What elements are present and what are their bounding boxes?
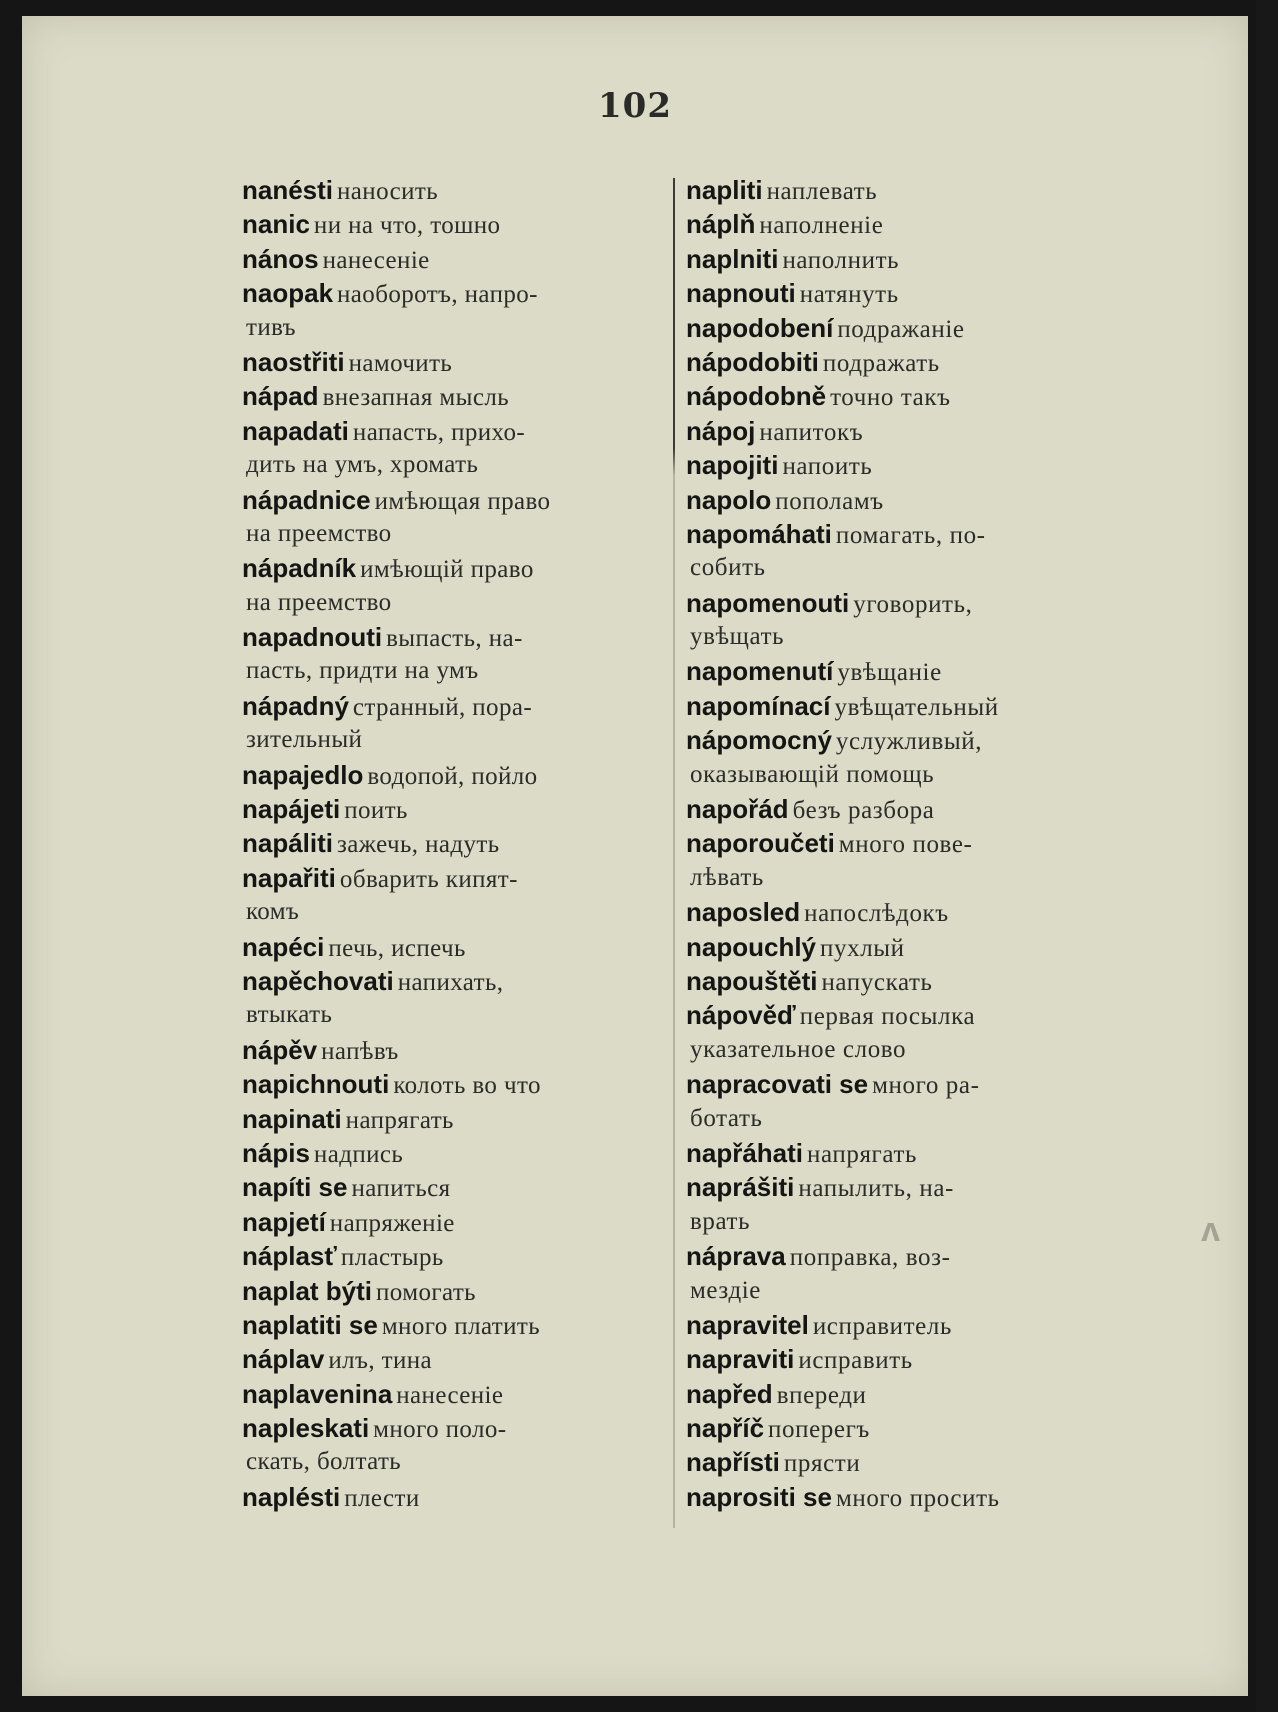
- dictionary-entry: [686, 1342, 1106, 1376]
- translation: помогать: [376, 1278, 476, 1306]
- dictionary-entry: [686, 276, 1106, 310]
- translation: ботать: [690, 1104, 763, 1132]
- headword: napolo: [686, 484, 772, 515]
- translation: илъ, тина: [328, 1347, 433, 1375]
- dictionary-entry: [686, 689, 1106, 723]
- translation: увѣщаніе: [837, 659, 942, 687]
- translation: мездіе: [690, 1276, 762, 1304]
- translation: наплевать: [766, 178, 878, 205]
- dictionary-entry: [242, 173, 660, 207]
- headword: napomáhati: [686, 518, 832, 549]
- right-column: [686, 173, 1106, 1514]
- dictionary-entry: [686, 448, 1106, 482]
- dictionary-entry: [686, 345, 1106, 379]
- translation: печь, испечь: [328, 934, 466, 962]
- translation: поперегъ: [768, 1416, 870, 1444]
- headword: napraviti: [686, 1344, 795, 1375]
- headword: náplň: [686, 209, 756, 240]
- translation: наносить: [337, 178, 439, 205]
- headword: naplavenina: [242, 1378, 393, 1409]
- headword: nápadník: [242, 553, 357, 584]
- headword: napájeti: [242, 794, 341, 825]
- headword: nános: [242, 243, 319, 274]
- dictionary-entry: [242, 1308, 660, 1342]
- headword: náplasť: [242, 1241, 337, 1272]
- translation: ни на что, тошно: [313, 212, 501, 240]
- headword: náplav: [242, 1344, 325, 1375]
- headword: napracovati se: [686, 1069, 869, 1100]
- dictionary-entry: [686, 1480, 1106, 1514]
- headword: napadnouti: [242, 622, 383, 653]
- dictionary-entry: [242, 276, 660, 310]
- dictionary-entry: [242, 758, 660, 792]
- headword: naopak: [242, 278, 334, 309]
- headword: nápěv: [242, 1034, 318, 1065]
- headword: napomenutí: [686, 656, 834, 687]
- dictionary-entry: [242, 1239, 660, 1273]
- translation: много пове-: [838, 831, 973, 859]
- translation: плести: [344, 1484, 420, 1512]
- headword: nápomocný: [686, 725, 832, 756]
- dictionary-entry: [686, 311, 1106, 345]
- translation: напылить, на-: [798, 1175, 954, 1203]
- entry-continuation: [686, 1205, 1106, 1239]
- translation: прясти: [783, 1450, 861, 1478]
- translation: зительный: [246, 726, 363, 754]
- translation: дить на умъ, хромать: [246, 451, 479, 479]
- headword: napěchovati: [242, 965, 394, 996]
- dictionary-entry: [686, 1445, 1106, 1479]
- dictionary-entry: [686, 1170, 1106, 1204]
- translation: надпись: [313, 1140, 404, 1168]
- translation: много ра-: [872, 1072, 980, 1100]
- dictionary-entry: [686, 1411, 1106, 1445]
- dictionary-page: [22, 16, 1248, 1696]
- dictionary-entry: [242, 1411, 660, 1445]
- headword: napojiti: [686, 450, 779, 481]
- dictionary-entry: [686, 964, 1106, 998]
- headword: naostřiti: [242, 346, 345, 377]
- dictionary-entry: [686, 826, 1106, 860]
- dictionary-entry: [686, 1377, 1106, 1411]
- dictionary-entry: [242, 345, 660, 379]
- headword: napřísti: [686, 1447, 780, 1478]
- edge-smudge: ʌ: [1201, 1211, 1220, 1249]
- dictionary-entry: [242, 689, 660, 723]
- translation: увѣщать: [690, 623, 785, 651]
- headword: napliti: [686, 175, 763, 205]
- translation: напускать: [821, 968, 933, 996]
- translation: пластырь: [340, 1244, 444, 1272]
- translation: обварить кипят-: [339, 865, 518, 893]
- dictionary-entry: [686, 379, 1106, 413]
- dictionary-entry: [242, 826, 660, 860]
- headword: napjetí: [242, 1206, 326, 1237]
- headword: naplatiti se: [242, 1309, 378, 1340]
- dictionary-entry: [242, 620, 660, 654]
- dictionary-entry: [686, 1067, 1106, 1101]
- headword: nápad: [242, 381, 319, 412]
- translation: напослѣдокъ: [804, 900, 949, 928]
- page-number: 102: [598, 86, 672, 126]
- translation: имѣющій право: [360, 556, 534, 584]
- translation: поправка, воз-: [789, 1244, 951, 1272]
- dictionary-entry: [242, 1136, 660, 1170]
- translation: увѣщательный: [834, 693, 999, 721]
- headword: nápodobně: [686, 381, 827, 412]
- translation: исправитель: [812, 1312, 952, 1340]
- dictionary-entry: [686, 586, 1106, 620]
- headword: napnouti: [686, 278, 796, 309]
- headword: napáliti: [242, 828, 334, 859]
- translation: втыкать: [246, 1001, 333, 1029]
- translation: пополамъ: [775, 487, 884, 515]
- entry-continuation: [686, 758, 1106, 792]
- translation: помагать, по-: [835, 521, 986, 549]
- entry-continuation: [686, 861, 1106, 895]
- dictionary-entry: [242, 1067, 660, 1101]
- entry-continuation: [242, 654, 660, 688]
- headword: nápadný: [242, 690, 349, 721]
- translation: услужливый,: [835, 728, 983, 756]
- entry-continuation: [242, 586, 660, 620]
- headword: napřáhati: [686, 1137, 804, 1168]
- scan-edge: [1256, 0, 1278, 1712]
- headword: napořád: [686, 794, 789, 825]
- headword: naplat býti: [242, 1275, 373, 1306]
- translation: много платить: [381, 1312, 541, 1340]
- headword: napařiti: [242, 862, 336, 893]
- entry-continuation: [242, 723, 660, 757]
- headword: napichnouti: [242, 1069, 390, 1100]
- headword: nanic: [242, 209, 310, 240]
- headword: nanésti: [242, 175, 334, 205]
- translation: напоить: [782, 453, 873, 481]
- headword: napouštěti: [686, 965, 818, 996]
- headword: naplésti: [242, 1481, 341, 1512]
- translation: уговорить,: [853, 590, 973, 618]
- dictionary-entry: [686, 654, 1106, 688]
- dictionary-entry: [242, 207, 660, 241]
- headword: nápadnice: [242, 484, 371, 515]
- column-divider: [673, 178, 675, 1528]
- entry-continuation: [242, 998, 660, 1032]
- translation: комъ: [246, 898, 300, 926]
- headword: naprositi se: [686, 1481, 832, 1512]
- translation: подражаніе: [837, 315, 965, 343]
- translation: нанесеніе: [396, 1381, 504, 1409]
- headword: napomenouti: [686, 587, 850, 618]
- translation: исправить: [798, 1347, 913, 1375]
- translation: много просить: [835, 1484, 1000, 1512]
- entry-continuation: [686, 1033, 1106, 1067]
- translation: тивъ: [246, 313, 297, 341]
- headword: naposled: [686, 897, 801, 928]
- headword: napinati: [242, 1103, 342, 1134]
- headword: náprava: [686, 1241, 786, 1272]
- headword: naporoučeti: [686, 828, 835, 859]
- dictionary-entry: [686, 930, 1106, 964]
- translation: указательное слово: [690, 1035, 907, 1063]
- translation: имѣющая право: [374, 487, 551, 515]
- translation: водопой, пойло: [367, 762, 538, 790]
- left-column: [242, 173, 660, 1514]
- entry-continuation: [686, 1274, 1106, 1308]
- dictionary-entry: [686, 242, 1106, 276]
- dictionary-entry: [242, 1102, 660, 1136]
- headword: napřed: [686, 1378, 773, 1409]
- dictionary-entry: [242, 861, 660, 895]
- entry-continuation: [686, 1102, 1106, 1136]
- dictionary-entry: [242, 379, 660, 413]
- dictionary-entry: [686, 998, 1106, 1032]
- translation: лѣвать: [690, 863, 764, 891]
- headword: napíti se: [242, 1172, 348, 1203]
- dictionary-entry: [242, 414, 660, 448]
- dictionary-entry: [686, 1136, 1106, 1170]
- translation: поить: [344, 797, 408, 825]
- translation: напиться: [351, 1175, 451, 1203]
- entry-continuation: [242, 895, 660, 929]
- translation: колоть во что: [393, 1072, 541, 1100]
- dictionary-entry: [242, 792, 660, 826]
- translation: подражать: [822, 349, 940, 377]
- dictionary-entry: [686, 173, 1106, 207]
- dictionary-entry: [242, 1205, 660, 1239]
- dictionary-entry: [242, 242, 660, 276]
- translation: скать, болтать: [246, 1448, 402, 1476]
- headword: nápověď: [686, 1000, 796, 1031]
- headword: napodobení: [686, 312, 834, 343]
- dictionary-entry: [686, 792, 1106, 826]
- headword: napadati: [242, 415, 349, 446]
- translation: наоборотъ, напро-: [337, 281, 538, 309]
- dictionary-entry: [686, 517, 1106, 551]
- headword: nápodobiti: [686, 346, 819, 377]
- dictionary-entry: [242, 930, 660, 964]
- dictionary-entry: [686, 207, 1106, 241]
- headword: nápoj: [686, 415, 756, 446]
- translation: напасть, прихо-: [352, 418, 526, 446]
- headword: napomínací: [686, 690, 831, 721]
- translation: напихать,: [397, 968, 504, 996]
- dictionary-entry: [686, 1308, 1106, 1342]
- translation: напитокъ: [759, 418, 864, 446]
- dictionary-entry: [242, 1170, 660, 1204]
- entry-continuation: [242, 448, 660, 482]
- headword: napleskati: [242, 1413, 370, 1444]
- translation: впереди: [776, 1381, 867, 1409]
- dictionary-entry: [242, 1377, 660, 1411]
- entry-continuation: [242, 517, 660, 551]
- translation: пухлый: [820, 934, 905, 962]
- headword: napříč: [686, 1413, 765, 1444]
- dictionary-entry: [242, 483, 660, 517]
- translation: напрягать: [807, 1140, 917, 1168]
- translation: безъ разбора: [792, 797, 935, 825]
- translation: врать: [690, 1207, 751, 1235]
- translation: на преемство: [246, 519, 392, 547]
- translation: собить: [690, 554, 766, 582]
- translation: наполнить: [782, 246, 900, 274]
- entry-continuation: [686, 620, 1106, 654]
- translation: странный, пора-: [352, 693, 533, 721]
- entry-continuation: [242, 311, 660, 345]
- headword: naprášiti: [686, 1172, 795, 1203]
- translation: выпасть, на-: [386, 625, 523, 653]
- dictionary-entry: [686, 723, 1106, 757]
- translation: намочить: [348, 349, 453, 377]
- headword: napéci: [242, 931, 325, 962]
- headword: nápis: [242, 1137, 310, 1168]
- translation: точно такъ: [830, 384, 951, 412]
- translation: пасть, придти на умъ: [246, 657, 479, 685]
- dictionary-entry: [686, 895, 1106, 929]
- dictionary-entry: [242, 1342, 660, 1376]
- translation: первая посылка: [799, 1003, 976, 1031]
- dictionary-entry: [686, 414, 1106, 448]
- headword: napravitel: [686, 1309, 809, 1340]
- translation: зажечь, надуть: [337, 831, 500, 859]
- headword: napouchlý: [686, 931, 817, 962]
- translation: напѣвъ: [321, 1037, 399, 1065]
- translation: на преемство: [246, 588, 392, 616]
- dictionary-entry: [686, 1239, 1106, 1273]
- entry-continuation: [686, 551, 1106, 585]
- translation: наполненіе: [759, 212, 884, 240]
- dictionary-entry: [242, 964, 660, 998]
- translation: напрягать: [345, 1106, 454, 1134]
- dictionary-entry: [242, 1033, 660, 1067]
- translation: оказывающій помощь: [690, 760, 935, 788]
- entry-continuation: [242, 1445, 660, 1479]
- dictionary-entry: [242, 1274, 660, 1308]
- translation: нанесеніе: [322, 246, 430, 274]
- dictionary-entry: [242, 551, 660, 585]
- dictionary-entry: [686, 483, 1106, 517]
- translation: внезапная мысль: [322, 384, 509, 412]
- headword: naplniti: [686, 243, 779, 274]
- translation: много поло-: [373, 1416, 507, 1444]
- translation: натянуть: [799, 281, 899, 309]
- headword: napajedlo: [242, 759, 364, 790]
- translation: напряженіе: [329, 1209, 455, 1237]
- dictionary-entry: [242, 1480, 660, 1514]
